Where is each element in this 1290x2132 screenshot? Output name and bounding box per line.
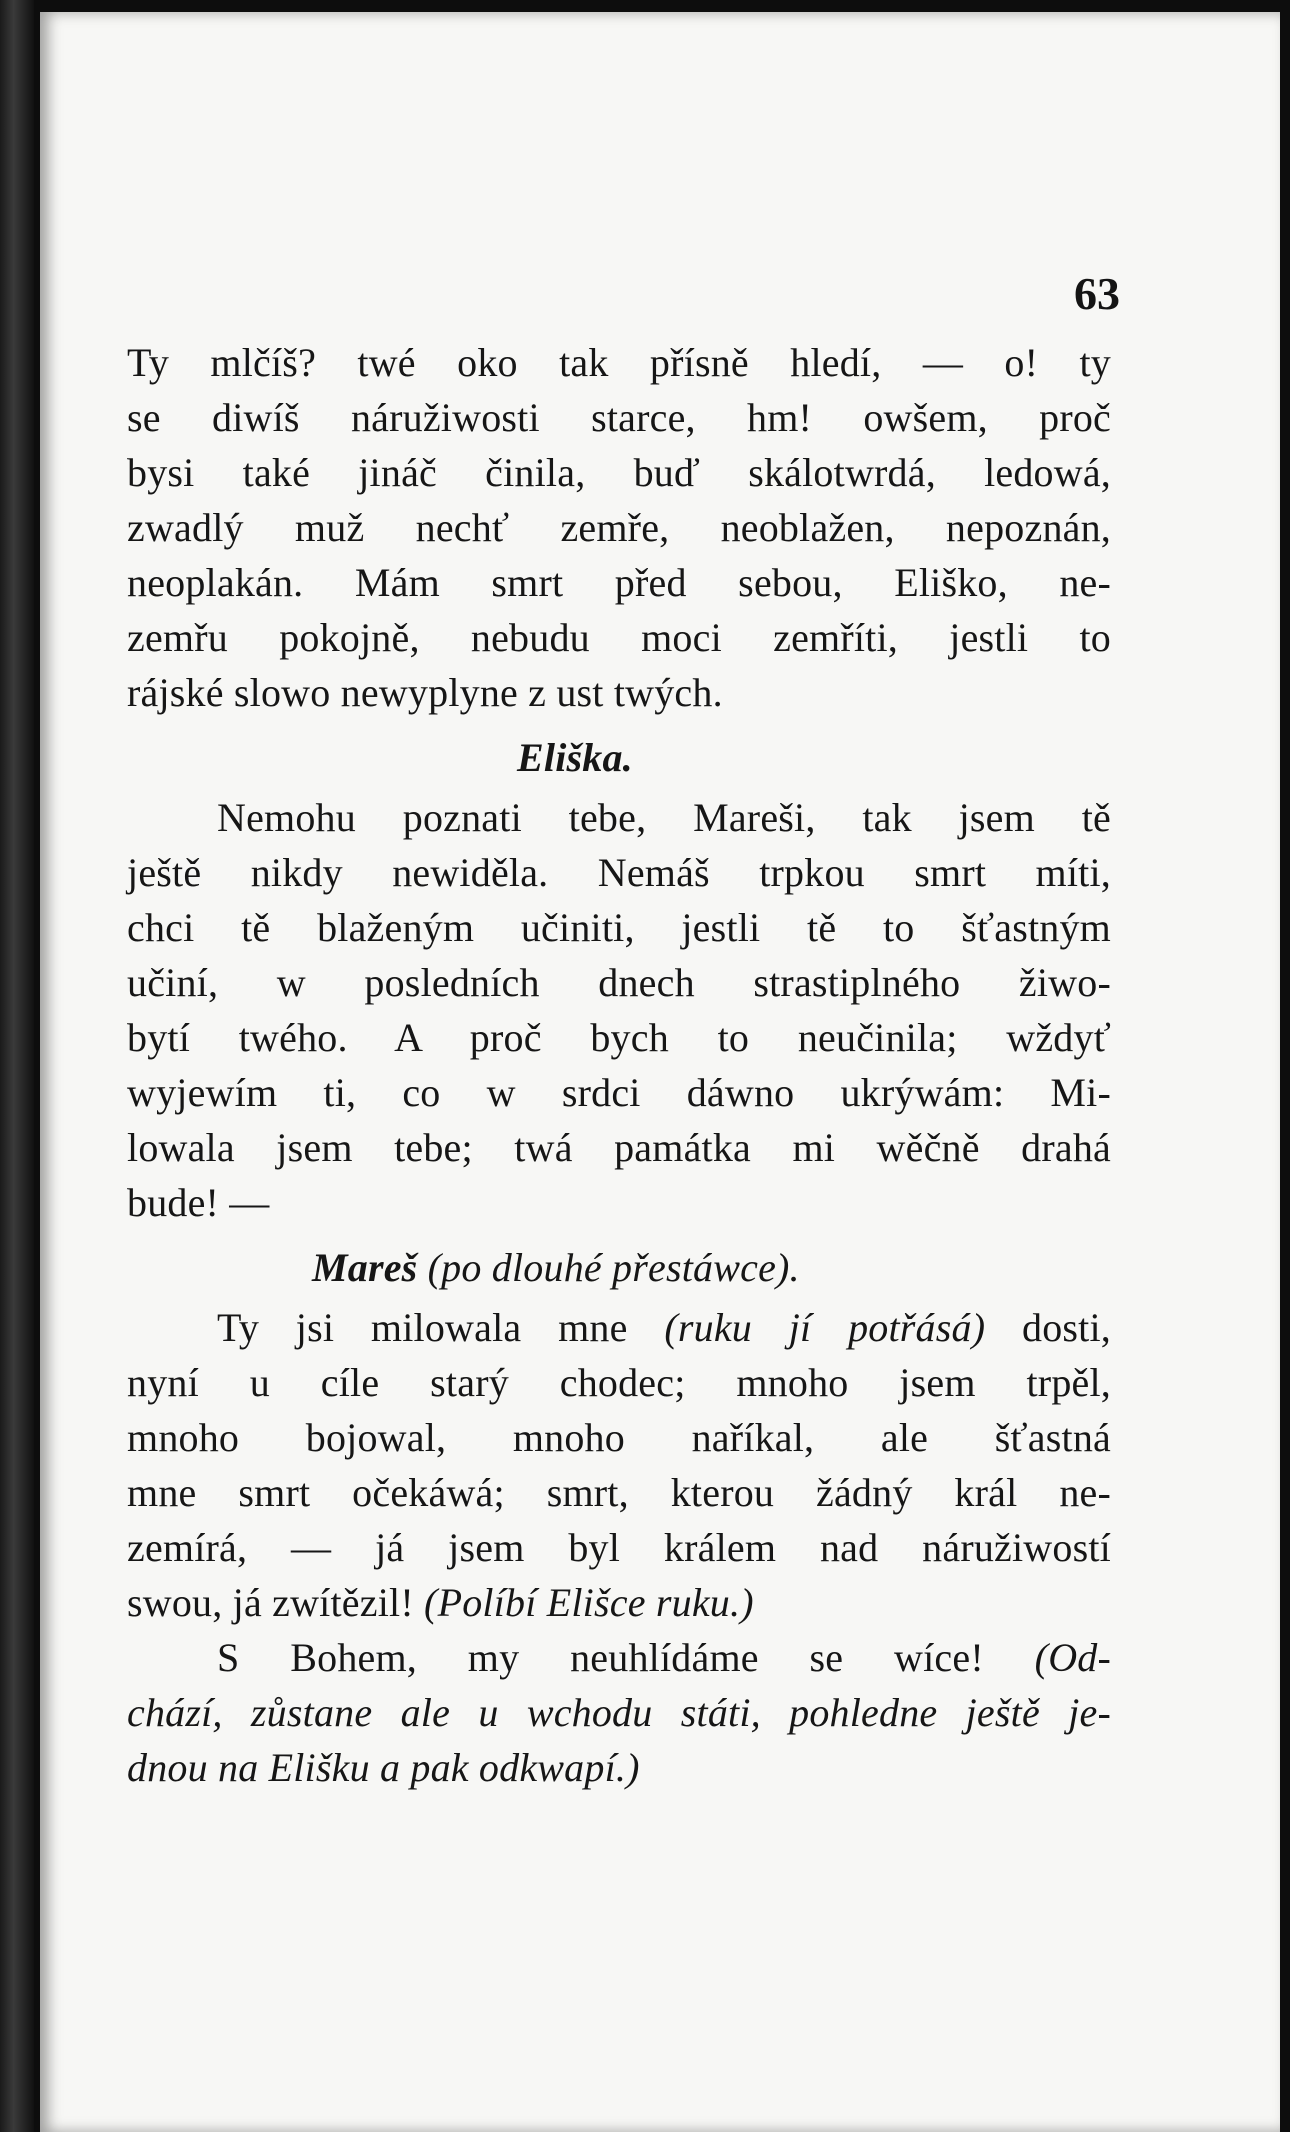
text-line: bude! — — [127, 1180, 270, 1225]
text-segment: S Bohem, my neuhlídáme se wíce! — [217, 1635, 1035, 1680]
text-line: chci tě blaženým učiniti, jestli tě to šťastným — [127, 905, 1111, 950]
text-segment: Ty jsi milowala mne — [217, 1305, 665, 1350]
text-line: bysi také jináč činila, buď skálotwrdá, ledowá, — [127, 450, 1111, 495]
text-line: učiní, w posledních dnech strastiplného žiwo- — [127, 960, 1111, 1005]
speaker-heading-eliska: Eliška. — [517, 735, 633, 780]
text-line — [127, 1300, 1111, 1355]
stage-direction: (Políbí Elišce ruku.) — [424, 1580, 754, 1625]
text-segment: dosti, — [985, 1305, 1111, 1350]
text-line — [127, 1630, 1111, 1685]
text-line: nyní u cíle starý chodec; mnoho jsem trpěl, — [127, 1360, 1111, 1405]
text-line: Nemohu poznati tebe, Mareši, tak jsem tě — [217, 795, 1111, 840]
text-line: zemírá, — já jsem byl králem nad náružiwostí — [127, 1525, 1111, 1570]
text-line: mnoho bojowal, mnoho naříkal, ale šťastná — [127, 1415, 1111, 1460]
text-segment: swou, já zwítězil! — [127, 1580, 425, 1625]
text-line: wyjewím ti, co w srdci dáwno ukrýwám: Mi- — [127, 1070, 1111, 1115]
stage-direction-line: chází, zůstane ale u wchodu státi, pohledne ještě je- — [127, 1690, 1111, 1735]
text-line: bytí twého. A proč bych to neučinila; wždyť — [127, 1015, 1111, 1060]
stage-direction: (ruku jí potřásá) — [664, 1305, 986, 1350]
text-line — [127, 1575, 1111, 1630]
text-line: Ty mlčíš? twé oko tak přísně hledí, — o! ty — [127, 340, 1111, 385]
text-line: ještě nikdy newiděla. Nemáš trpkou smrt míti, — [127, 850, 1111, 895]
book-spine-edge — [0, 0, 34, 2132]
stage-direction: (Od- — [1034, 1635, 1111, 1680]
stage-direction: (po dlouhé přestáwce). — [427, 1245, 800, 1290]
page-number: 63 — [1074, 268, 1120, 319]
text-line: zwadlý muž nechť zemře, neoblažen, nepoznán, — [127, 505, 1111, 550]
speaker-heading-mares — [127, 1230, 1111, 1300]
speaker-name: Mareš — [312, 1245, 418, 1290]
text-line: lowala jsem tebe; twá památka mi wěčně drahá — [127, 1125, 1111, 1170]
text-line: se diwíš náružiwosti starce, hm! owšem, proč — [127, 395, 1111, 440]
text-line: mne smrt očekáwá; smrt, kterou žádný král ne- — [127, 1470, 1111, 1515]
text-line: zemřu pokojně, nebudu moci zemříti, jestli to — [127, 615, 1111, 660]
text-line: neoplakán. Mám smrt před sebou, Eliško, ne- — [127, 560, 1111, 605]
stage-direction-line: dnou na Elišku a pak odkwapí.) — [127, 1745, 640, 1790]
book-page — [40, 12, 1280, 2132]
page-text — [127, 335, 1111, 1795]
text-line: rájské slowo newyplyne z ust twých. — [127, 670, 723, 715]
